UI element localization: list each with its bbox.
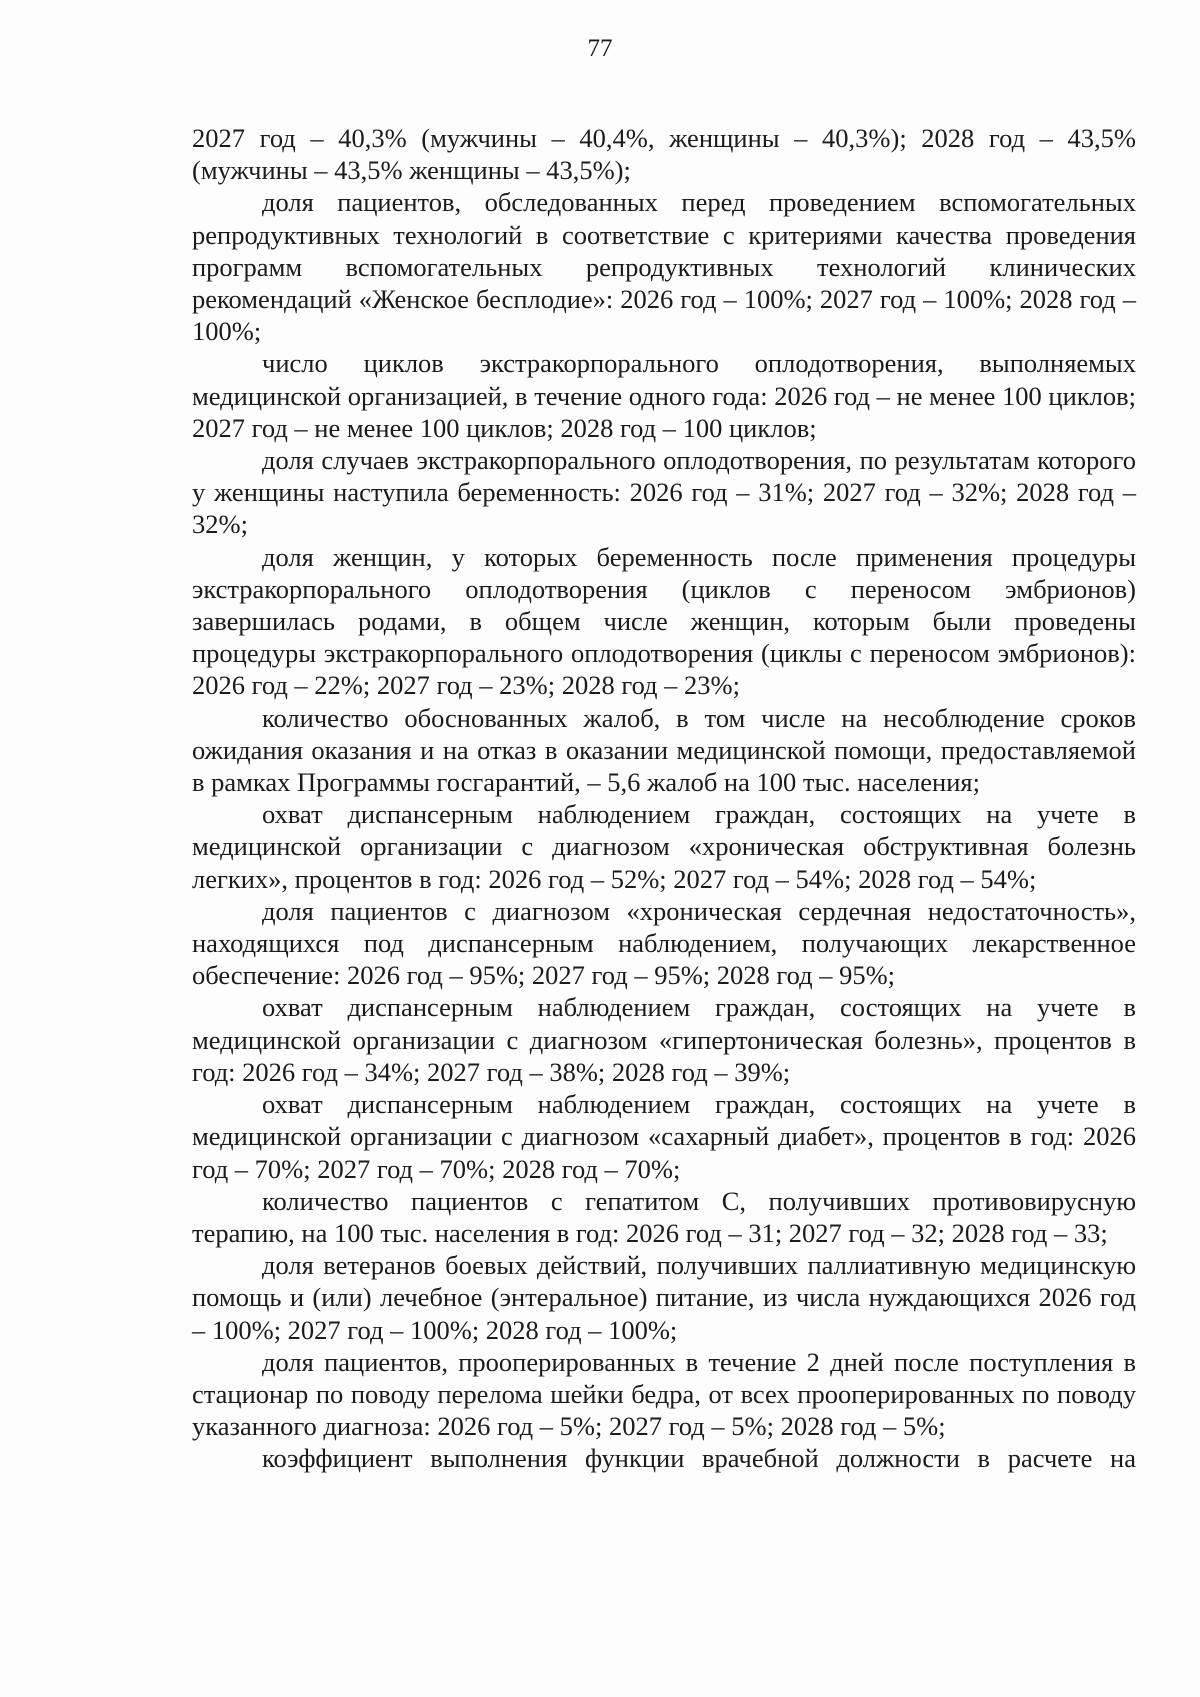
paragraph: доля пациентов с диагнозом «хроническая сердечная недостаточность», находящихся под диспансерным наблюдением, получающих лекарственное обеспечение: 2026 год – 95%; 2027 год – 95%; 2028 год – 95%; [192,895,1136,991]
paragraph: охват диспансерным наблюдением граждан, состоящих на учете в медицинской организации с диагнозом «хроническая обструктивная болезнь легких», процентов в год: 2026 год – 52%; 2027 год – 54%; 2028 год – 54%; [192,799,1136,894]
paragraph: количество обоснованных жалоб, в том числе на несоблюдение сроков ожидания оказания и на отказ в оказании медицинской помощи, предоставляемой в рамках Программы госгарантий, – 5,6 жалоб на 100 тыс. населения; [192,702,1136,798]
paragraph: число циклов экстракорпорального оплодотворения, выполняемых медицинской организацией, в течение одного года: 2026 год – не менее 100 циклов; 2027 год – не менее 100 циклов; 2028 год – 100 циклов; [192,348,1136,443]
paragraph: охват диспансерным наблюдением граждан, состоящих на учете в медицинской организации с диагнозом «сахарный диабет», процентов в год: 2026 год – 70%; 2027 год – 70%; 2028 год – 70%; [192,1089,1136,1184]
paragraph: доля случаев экстракорпорального оплодотворения, по результатам которого у женщины наступила беременность: 2026 год – 31%; 2027 год – 32%; 2028 год – 32%; [192,445,1136,540]
paragraph: доля женщин, у которых беременность после применения процедуры экстракорпорального оплодотворения (циклов с переносом эмбрионов) завершилась родами, в общем числе женщин, которым были проведены процедуры экстракорпорального оплодотворения (циклы с переносом эмбрионов): 2026 год – 22%; 2027 год – 23%; 2028 год – 23%; [192,541,1136,701]
paragraph: доля ветеранов боевых действий, получивших паллиативную медицинскую помощь и (или) лечебное (энтеральное) питание, из числа нуждающихся 2026 год – 100%; 2027 год – 100%; 2028 год – 100%; [192,1250,1136,1345]
paragraph: количество пациентов с гепатитом С, получивших противовирусную терапию, на 100 тыс. населения в год: 2026 год – 31; 2027 год – 32; 2028 год – 33; [192,1185,1136,1248]
document-body [192,122,1136,1475]
paragraph: коэффициент выполнения функции врачебной должности в расчете на [262,1443,1136,1474]
paragraph: охват диспансерным наблюдением граждан, состоящих на учете в медицинской организации с диагнозом «гипертоническая болезнь», процентов в год: 2026 год – 34%; 2027 год – 38%; 2028 год – 39%; [192,992,1136,1087]
paragraph: доля пациентов, обследованных перед проведением вспомогательных репродуктивных технологий в соответствие с критериями качества проведения программ вспомогательных репродуктивных технологий клинических рекомендаций «Женское бесплодие»: 2026 год – 100%; 2027 год – 100%; 2028 год – 100%; [192,187,1136,347]
paragraph: 2027 год – 40,3% (мужчины – 40,4%, женщины – 40,3%); 2028 год – 43,5% (мужчины – 43,5% женщины – 43,5%); [192,123,1136,186]
page-number: 77 [587,35,613,62]
paragraph: доля пациентов, прооперированных в течение 2 дней после поступления в стационар по поводу перелома шейки бедра, от всех прооперированных по поводу указанного диагноза: 2026 год – 5%; 2027 год – 5%; 2028 год – 5%; [192,1346,1136,1442]
